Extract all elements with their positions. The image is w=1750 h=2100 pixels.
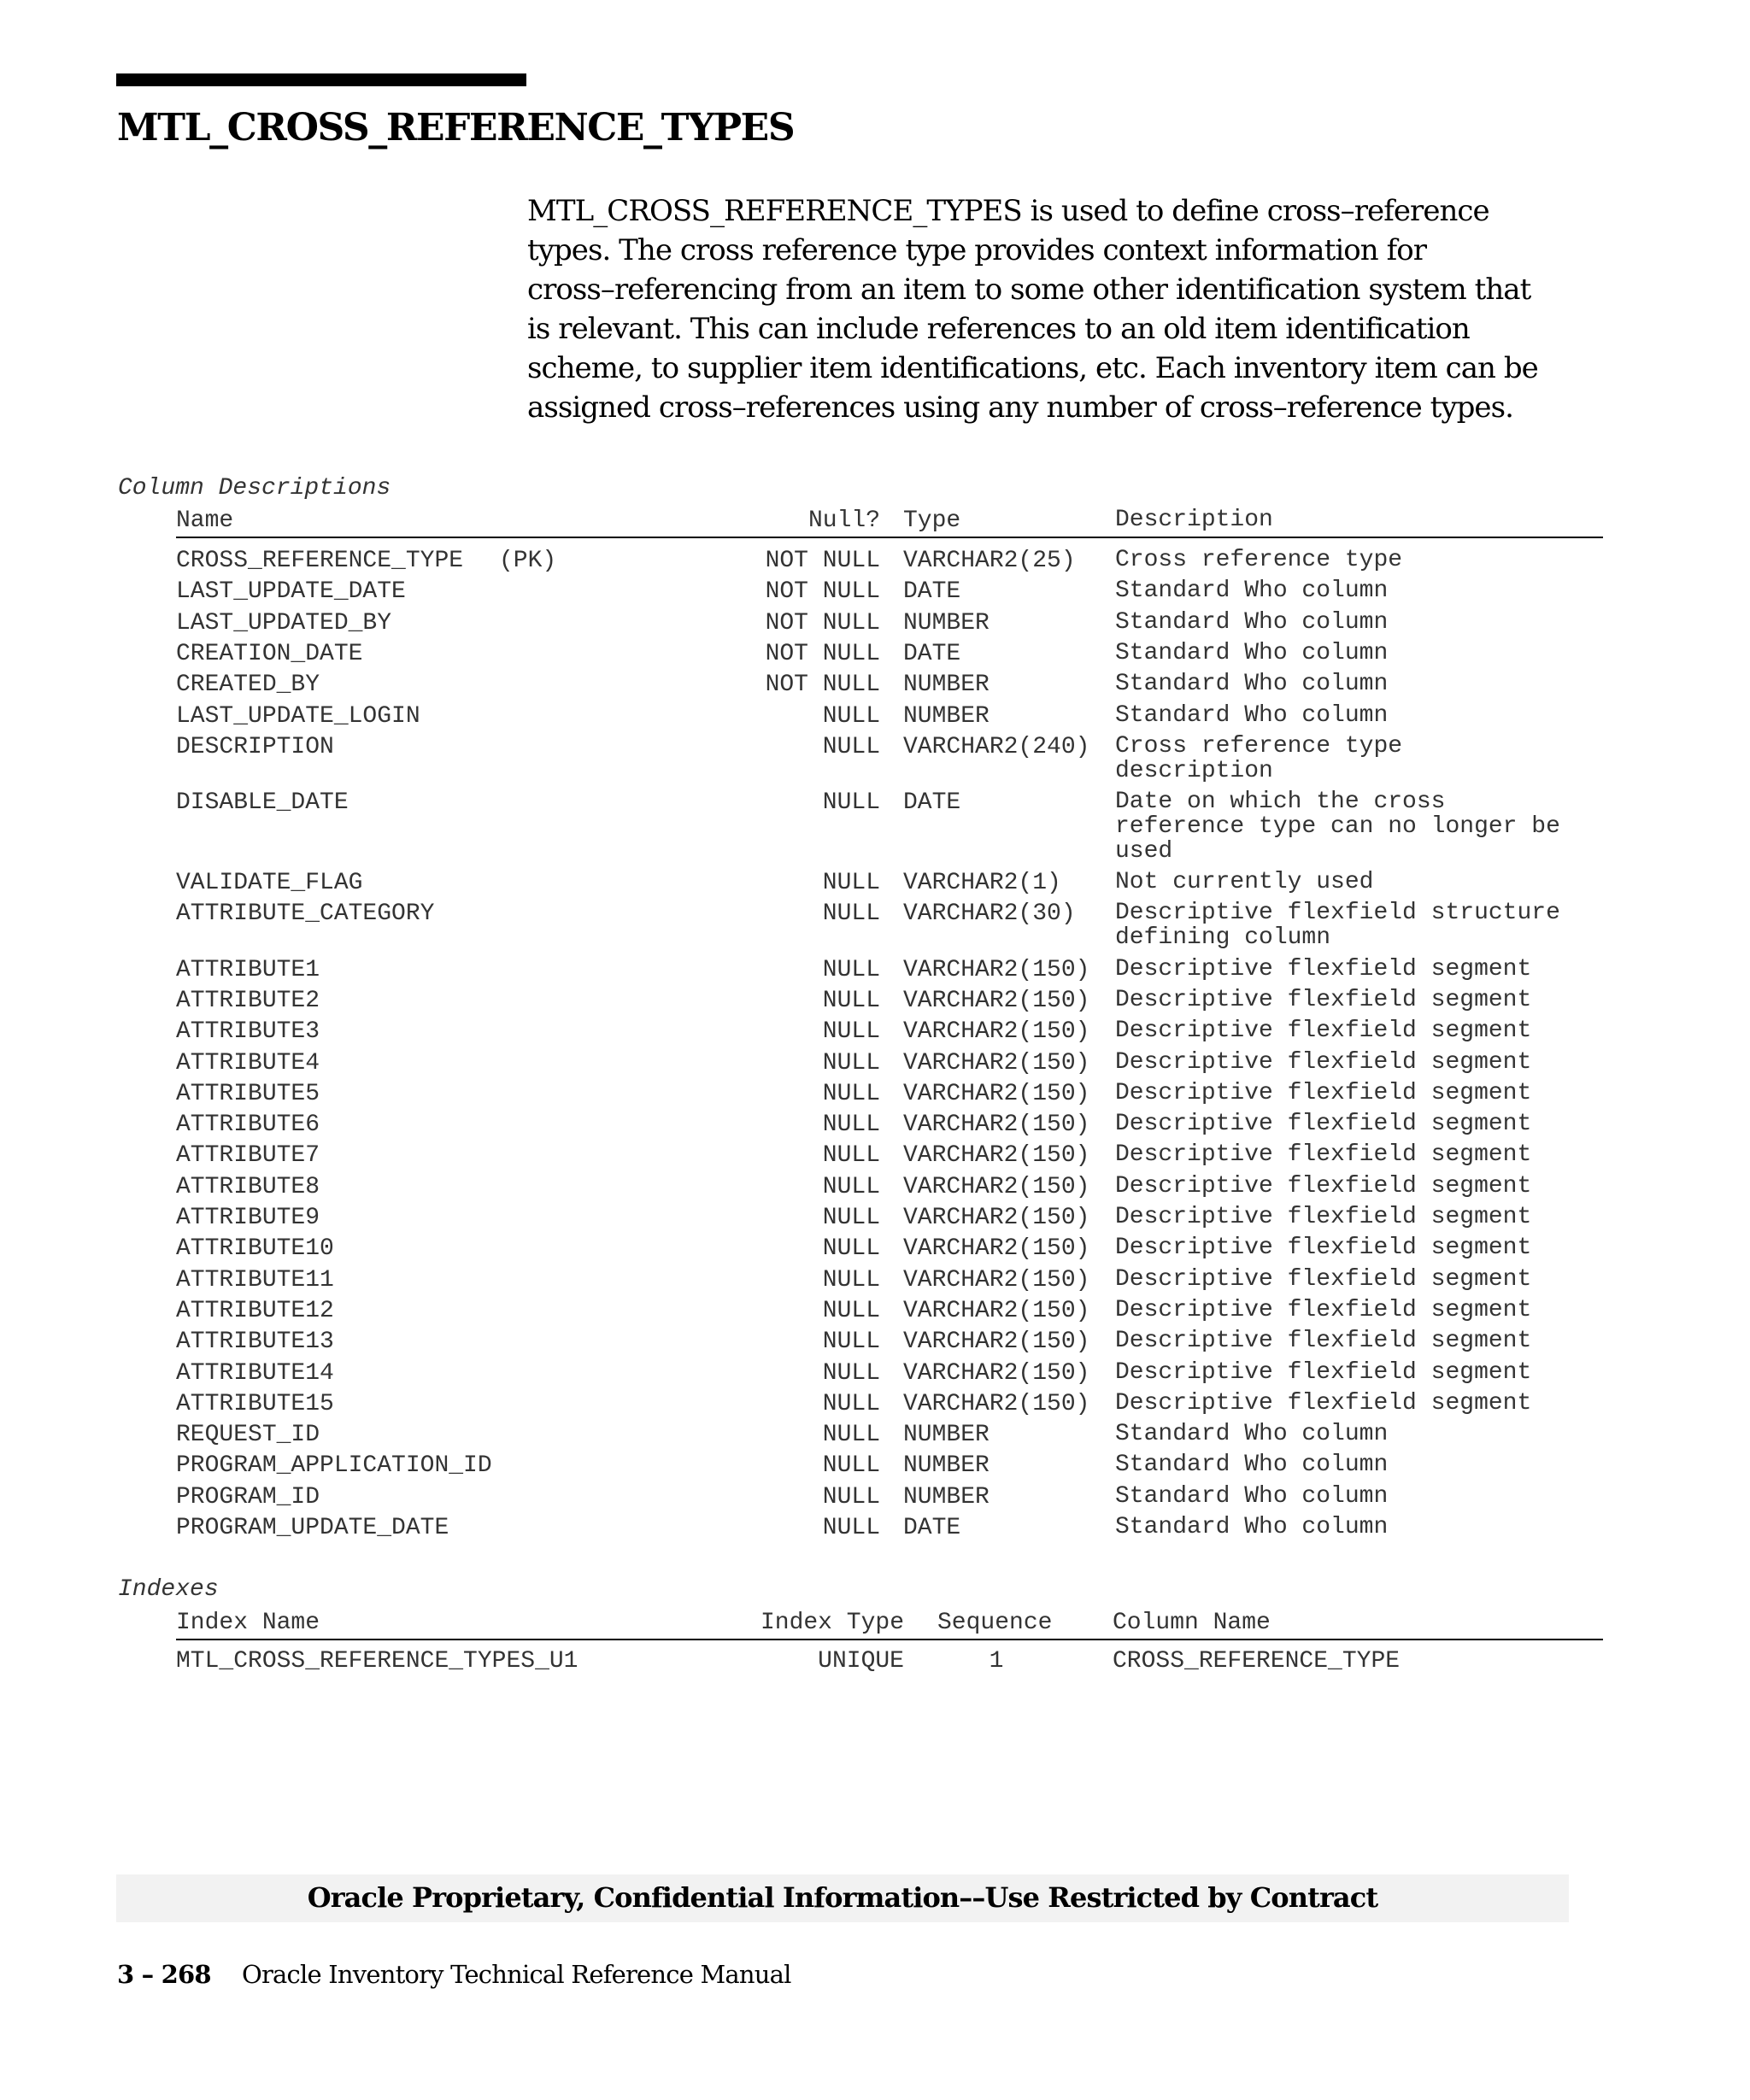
description-cell: Descriptive flexfield segment bbox=[1115, 1358, 1532, 1386]
nullability-cell: NULL bbox=[822, 987, 880, 1014]
data-type-cell: VARCHAR2(150) bbox=[903, 987, 1090, 1014]
data-type-cell: NUMBER bbox=[903, 702, 990, 730]
nullability-cell: NULL bbox=[822, 1297, 880, 1324]
description-cell: Standard Who column bbox=[1115, 671, 1389, 698]
column-name-cell: REQUEST_ID bbox=[176, 1422, 320, 1449]
intro-line: scheme, to supplier item identifications, etc. Each inventory item can be bbox=[527, 351, 1538, 385]
column-name-cell: ATTRIBUTE10 bbox=[176, 1235, 334, 1263]
nullability-cell: NULL bbox=[822, 1173, 880, 1200]
intro-line: is relevant. This can include references to an old item identification bbox=[527, 312, 1470, 346]
header-null: Null? bbox=[807, 507, 880, 534]
nullability-cell: NULL bbox=[822, 900, 880, 928]
index-name-cell: MTL_CROSS_REFERENCE_TYPES_U1 bbox=[176, 1648, 578, 1675]
nullability-cell: NULL bbox=[822, 870, 880, 897]
description-cell: Cross reference type bbox=[1115, 547, 1403, 573]
description-cell: Standard Who column bbox=[1115, 639, 1389, 666]
description-cell: Descriptive flexfield segment bbox=[1115, 986, 1532, 1013]
data-type-cell: DATE bbox=[903, 789, 961, 816]
data-type-cell: NUMBER bbox=[903, 1452, 990, 1480]
nullability-cell: NOT NULL bbox=[765, 578, 880, 606]
nullability-cell: NULL bbox=[822, 1266, 880, 1293]
column-name-cell: ATTRIBUTE13 bbox=[176, 1329, 334, 1356]
description-cell: Descriptive flexfield segment bbox=[1115, 1389, 1532, 1417]
column-name-cell: ATTRIBUTE2 bbox=[176, 987, 320, 1014]
nullability-cell: NULL bbox=[822, 956, 880, 983]
column-name-cell: CROSS_REFERENCE_TYPE bbox=[176, 548, 464, 574]
header-sequence: Sequence bbox=[937, 1610, 1053, 1636]
intro-line: assigned cross–references using any number of cross–reference types. bbox=[527, 390, 1513, 425]
nullability-cell: NULL bbox=[822, 702, 880, 730]
header-column-name: Column Name bbox=[1113, 1610, 1271, 1636]
data-type-cell: DATE bbox=[903, 1515, 961, 1541]
nullability-cell: NULL bbox=[822, 1483, 880, 1510]
description-cell: Date on which the cross reference type can no longer be used bbox=[1115, 789, 1560, 865]
description-cell: Not currently used bbox=[1115, 869, 1374, 896]
data-type-cell: VARCHAR2(150) bbox=[903, 1112, 1090, 1139]
confidential-notice: Oracle Proprietary, Confidential Information––Use Restricted by Contract bbox=[307, 1881, 1378, 1914]
data-type-cell: VARCHAR2(150) bbox=[903, 1049, 1090, 1076]
index-column-cell: CROSS_REFERENCE_TYPE bbox=[1113, 1648, 1401, 1675]
data-type-cell: VARCHAR2(30) bbox=[903, 900, 1076, 928]
data-type-cell: VARCHAR2(150) bbox=[903, 1266, 1090, 1293]
column-name-cell: ATTRIBUTE6 bbox=[176, 1112, 320, 1139]
description-cell: Standard Who column bbox=[1115, 608, 1389, 636]
header-name: Name bbox=[176, 507, 234, 534]
column-name-cell: DESCRIPTION bbox=[176, 733, 334, 760]
data-type-cell: NUMBER bbox=[903, 1483, 990, 1510]
nullability-cell: NULL bbox=[822, 1390, 880, 1417]
data-type-cell: NUMBER bbox=[903, 1422, 990, 1449]
column-name-cell: VALIDATE_FLAG bbox=[176, 870, 363, 897]
column-name-cell: ATTRIBUTE_CATEGORY bbox=[176, 900, 435, 928]
data-type-cell: NUMBER bbox=[903, 672, 990, 699]
description-cell: Descriptive flexfield segment bbox=[1115, 1204, 1532, 1230]
intro-line: MTL_CROSS_REFERENCE_TYPES is used to define cross–reference bbox=[527, 194, 1489, 228]
nullability-cell: NULL bbox=[822, 789, 880, 816]
column-name-cell: ATTRIBUTE8 bbox=[176, 1173, 320, 1200]
description-cell: Standard Who column bbox=[1115, 1482, 1389, 1510]
description-cell: Descriptive flexfield segment bbox=[1115, 1296, 1532, 1323]
data-type-cell: VARCHAR2(150) bbox=[903, 1235, 1090, 1263]
description-cell: Descriptive flexfield segment bbox=[1115, 1079, 1532, 1106]
column-name-cell: ATTRIBUTE7 bbox=[176, 1142, 320, 1170]
description-cell: Descriptive flexfield segment bbox=[1115, 1141, 1532, 1169]
data-type-cell: VARCHAR2(150) bbox=[903, 1142, 1090, 1170]
nullability-cell: NOT NULL bbox=[765, 609, 880, 636]
description-cell: Descriptive flexfield segment bbox=[1115, 1328, 1532, 1355]
data-type-cell: VARCHAR2(25) bbox=[903, 548, 1076, 574]
indexes-label: Indexes bbox=[118, 1576, 219, 1603]
column-name-cell: CREATION_DATE bbox=[176, 640, 363, 667]
header-index-name: Index Name bbox=[176, 1610, 320, 1636]
page-title: MTL_CROSS_REFERENCE_TYPES bbox=[117, 106, 795, 150]
description-cell: Descriptive flexfield segment bbox=[1115, 1111, 1532, 1138]
column-name-cell: ATTRIBUTE9 bbox=[176, 1205, 320, 1231]
description-cell: Descriptive flexfield segment bbox=[1115, 955, 1532, 983]
nullability-cell: NOT NULL bbox=[765, 672, 880, 699]
data-type-cell: VARCHAR2(150) bbox=[903, 1205, 1090, 1231]
nullability-cell: NULL bbox=[822, 1452, 880, 1480]
nullability-cell: NULL bbox=[822, 1235, 880, 1263]
column-name-cell: ATTRIBUTE1 bbox=[176, 956, 320, 983]
column-name-cell: ATTRIBUTE4 bbox=[176, 1049, 320, 1076]
column-name-cell: PROGRAM_ID bbox=[176, 1483, 320, 1510]
nullability-cell: NULL bbox=[822, 733, 880, 760]
intro-line: cross–referencing from an item to some other identification system that bbox=[527, 273, 1531, 307]
intro-paragraph bbox=[527, 191, 1604, 427]
column-name-cell: DISABLE_DATE bbox=[176, 789, 349, 816]
column-name-cell: CREATED_BY bbox=[176, 672, 320, 699]
manual-title: Oracle Inventory Technical Reference Manual bbox=[242, 1960, 791, 1989]
description-cell: Descriptive flexfield segment bbox=[1115, 1048, 1532, 1076]
data-type-cell: VARCHAR2(150) bbox=[903, 1359, 1090, 1387]
nullability-cell: NULL bbox=[822, 1422, 880, 1449]
description-cell: Standard Who column bbox=[1115, 1514, 1389, 1540]
column-name-cell: ATTRIBUTE11 bbox=[176, 1266, 334, 1293]
description-cell: Standard Who column bbox=[1115, 1421, 1389, 1448]
nullability-cell: NOT NULL bbox=[765, 640, 880, 667]
title-rule bbox=[116, 73, 526, 86]
data-type-cell: VARCHAR2(150) bbox=[903, 1297, 1090, 1324]
header-type: Type bbox=[903, 507, 961, 534]
column-name-cell: LAST_UPDATED_BY bbox=[176, 609, 392, 636]
nullability-cell: NULL bbox=[822, 1080, 880, 1107]
page-number: 3 – 268 bbox=[117, 1960, 211, 1989]
columns-header-rule bbox=[176, 537, 1603, 538]
nullability-cell: NULL bbox=[822, 1515, 880, 1541]
column-name-cell: ATTRIBUTE15 bbox=[176, 1390, 334, 1417]
index-sequence-cell: 1 bbox=[989, 1648, 1004, 1675]
column-descriptions-label: Column Descriptions bbox=[118, 475, 391, 502]
column-name-cell: ATTRIBUTE12 bbox=[176, 1297, 334, 1324]
data-type-cell: DATE bbox=[903, 640, 961, 667]
data-type-cell: VARCHAR2(1) bbox=[903, 870, 1061, 897]
description-cell: Descriptive flexfield structure defining column bbox=[1115, 900, 1560, 952]
primary-key-marker: (PK) bbox=[499, 548, 557, 574]
data-type-cell: NUMBER bbox=[903, 609, 990, 636]
description-cell: Descriptive flexfield segment bbox=[1115, 1172, 1532, 1200]
header-description: Description bbox=[1115, 507, 1273, 533]
nullability-cell: NULL bbox=[822, 1018, 880, 1046]
data-type-cell: VARCHAR2(240) bbox=[903, 733, 1090, 760]
description-cell: Cross reference type description bbox=[1115, 732, 1403, 784]
column-name-cell: PROGRAM_UPDATE_DATE bbox=[176, 1515, 449, 1541]
data-type-cell: VARCHAR2(150) bbox=[903, 956, 1090, 983]
description-cell: Descriptive flexfield segment bbox=[1115, 1018, 1532, 1045]
description-cell: Standard Who column bbox=[1115, 1452, 1389, 1479]
data-type-cell: DATE bbox=[903, 578, 961, 606]
indexes-header-rule bbox=[176, 1639, 1603, 1640]
data-type-cell: VARCHAR2(150) bbox=[903, 1390, 1090, 1417]
column-name-cell: ATTRIBUTE14 bbox=[176, 1359, 334, 1387]
intro-line: types. The cross reference type provides context information for bbox=[527, 233, 1427, 267]
nullability-cell: NULL bbox=[822, 1205, 880, 1231]
header-index-type: Index Type bbox=[760, 1610, 904, 1636]
nullability-cell: NULL bbox=[822, 1142, 880, 1170]
description-cell: Descriptive flexfield segment bbox=[1115, 1235, 1532, 1262]
column-name-cell: PROGRAM_APPLICATION_ID bbox=[176, 1452, 492, 1480]
description-cell: Descriptive flexfield segment bbox=[1115, 1265, 1532, 1293]
column-name-cell: LAST_UPDATE_LOGIN bbox=[176, 702, 420, 730]
description-cell: Standard Who column bbox=[1115, 701, 1389, 729]
nullability-cell: NULL bbox=[822, 1112, 880, 1139]
nullability-cell: NOT NULL bbox=[765, 548, 880, 574]
data-type-cell: VARCHAR2(150) bbox=[903, 1080, 1090, 1107]
data-type-cell: VARCHAR2(150) bbox=[903, 1329, 1090, 1356]
nullability-cell: NULL bbox=[822, 1329, 880, 1356]
data-type-cell: VARCHAR2(150) bbox=[903, 1018, 1090, 1046]
nullability-cell: NULL bbox=[822, 1359, 880, 1387]
data-type-cell: VARCHAR2(150) bbox=[903, 1173, 1090, 1200]
column-name-cell: ATTRIBUTE5 bbox=[176, 1080, 320, 1107]
nullability-cell: NULL bbox=[822, 1049, 880, 1076]
column-name-cell: ATTRIBUTE3 bbox=[176, 1018, 320, 1046]
column-name-cell: LAST_UPDATE_DATE bbox=[176, 578, 406, 606]
index-type-cell: UNIQUE bbox=[818, 1648, 904, 1675]
description-cell: Standard Who column bbox=[1115, 578, 1389, 605]
